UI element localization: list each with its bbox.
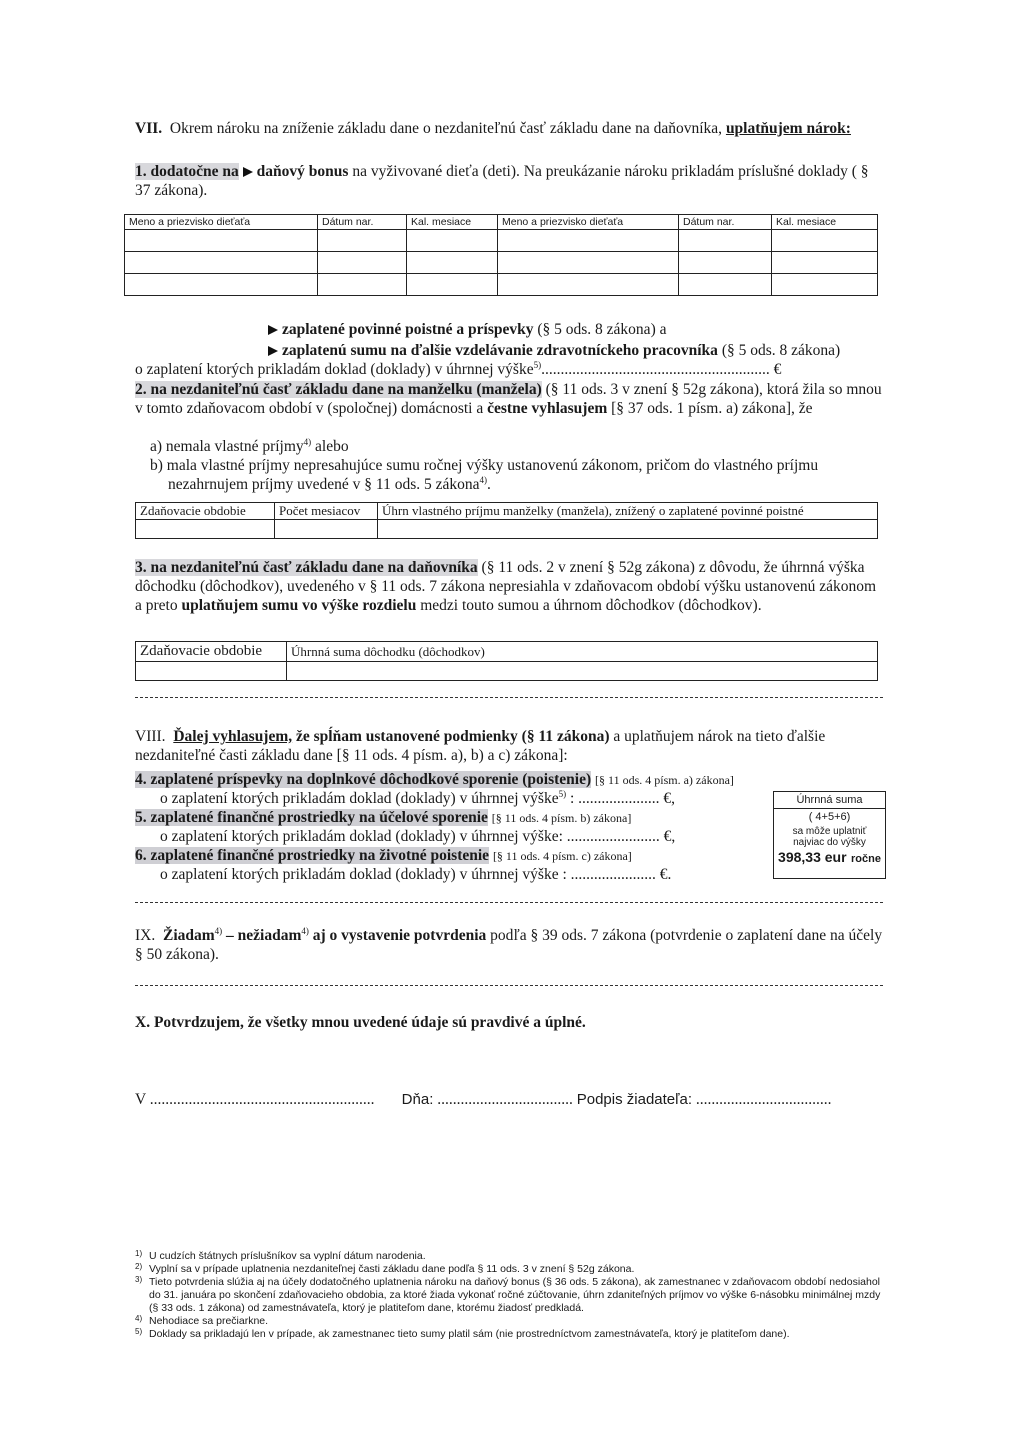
footnote-number: 3) [135,1275,143,1284]
option-a-end: alebo [315,438,349,455]
divider [135,902,883,903]
footnote [135,1276,885,1315]
table-cell[interactable] [275,520,378,539]
table-cell[interactable] [318,230,407,252]
section-10: X. Potvrdzujem, že všetky mnou uvedené údaje sú pravdivé a úplné. [135,1014,586,1031]
table-cell[interactable] [498,230,679,252]
table-cell[interactable] [679,252,772,274]
item-6-line [160,865,772,884]
col-header: Úhrn vlastného príjmu manželky (manžela), znížený o zaplatené povinné poistné [378,503,878,520]
option-a [150,437,883,456]
box-formula: ( 4+5+6) [808,811,851,823]
item-1-bold-2: bonus [308,163,349,180]
section-7-number: VII. [135,120,163,137]
amount-field[interactable]: ........................ €, [566,828,676,845]
spouse-table [135,502,878,539]
table-cell[interactable] [318,252,407,274]
footnote-text: Vyplní sa v prípade uplatnenia nezdaniteľnej časti základu dane podľa § 11 ods. 3 v znení § 52g zákona. [149,1263,635,1275]
place-label: V [135,1091,146,1108]
item-4-label: 4. zaplatené príspevky na doplnkové dôchodkové sporenie (poistenie) [135,771,592,788]
table-cell[interactable] [679,230,772,252]
table-cell[interactable] [772,230,878,252]
item-1-rest: na vyživované dieťa (deti). Na preukázanie nároku prikladám príslušné doklady ( § 37 zákona). [135,163,869,199]
amount-field[interactable]: : ..................... €, [569,790,676,807]
section-7-text: Okrem nároku na zníženie základu dane o nezdaniteľnú časť základu dane na daňovníka, [169,120,723,137]
item-1-label: 1. dodatočne na [135,163,239,180]
section-7-claim: uplatňujem nárok: [725,120,851,137]
section-9 [135,926,883,964]
table-cell[interactable] [407,252,498,274]
footnote-ref: 4) [479,474,487,485]
table-cell[interactable] [136,520,275,539]
pointer-icon [268,325,278,335]
item-5 [135,808,883,828]
col-header: Kal. mesiace [407,215,498,230]
section-8-number: VIII. [135,728,166,745]
item-3-body: (§ 11 ods. 2 v znení § 52g zákona) z dôvodu, že úhrnná výška dôchodku (dôchodkov), uvedeného v § 11 ods. 7 zákona nepresiahla v zdaňovacom období výšku ustanovenú zákonom a preto [135,559,877,614]
col-header: Meno a priezvisko dieťaťa [498,215,679,230]
item-6-ref: [§ 11 ods. 4 písm. c) zákona] [492,849,632,863]
table-cell[interactable] [125,274,318,296]
section-9-text: podľa § 39 ods. 7 zákona (potvrdenie o zaplatení dane na účely § 50 zákona). [135,927,883,963]
col-header: Kal. mesiace [772,215,878,230]
section-8-text: a uplatňujem nárok na tieto ďalšie nezdaniteľné časti základu dane [§ 11 ods. 4 písm. a), b) a c) zákona]: [135,728,826,764]
box-unit: ročne [850,853,881,865]
footnote [135,1250,885,1263]
table-cell[interactable] [772,274,878,296]
item-4-line [160,789,772,808]
footnote-ref: 4) [301,925,309,936]
col-header: Zdaňovacie obdobie [136,503,275,520]
col-header: Zdaňovacie obdobie [136,642,287,662]
item-5-ref: [§ 11 ods. 4 písm. b) zákona] [491,811,632,825]
footnote-text: Nehodiace sa prečiarkne. [149,1315,269,1327]
box-text-1: sa môže uplatniť [792,826,867,837]
item-2-label: 2. na nezdaniteľnú časť základu dane na manželku (manžela) [135,381,542,398]
item-3-end: medzi touto sumou a úhrnom dôchodkov (dôchodkov). [420,597,762,614]
col-header: Dátum nar. [679,215,772,230]
col-header: Dátum nar. [318,215,407,230]
table-cell[interactable] [407,274,498,296]
doklad-line [135,360,883,379]
table-cell[interactable] [378,520,878,539]
section-8-intro [135,727,883,765]
table-cell[interactable] [125,252,318,274]
item-3-label: 3. na nezdaniteľnú časť základu dane na daňovníka [135,559,478,576]
table-cell[interactable] [318,274,407,296]
amount-field[interactable]: ...................... €. [570,866,672,883]
footnote-text: U cudzích štátnych príslušníkov sa vyplní dátum narodenia. [149,1250,426,1262]
item-6-label: 6. zaplatené finančné prostriedky na životné poistenie [135,847,490,864]
footnote-number: 1) [135,1249,143,1258]
pension-table [135,641,878,681]
footnote [135,1315,885,1328]
place-field[interactable]: .......................................................... [149,1091,375,1108]
item-4-ref: [§ 11 ods. 4 písm. a) zákona] [595,773,734,787]
item-4 [135,770,883,790]
bullet-2 [268,341,883,360]
total-sum-box [773,791,886,879]
box-amount-row [774,849,885,867]
item-5-line-text: o zaplatení ktorých prikladám doklad (doklady) v úhrnnej výške: [160,828,563,845]
section-8-bold: že spĺňam ustanovené podmienky (§ 11 zákona) [296,728,610,745]
date-label: Dňa: [401,1091,434,1108]
item-4-line-text: o zaplatení ktorých prikladám doklad (doklady) v úhrnnej výške [160,790,559,807]
table-cell[interactable] [498,274,679,296]
item-5-label: 5. zaplatené finančné prostriedky na účelové sporenie [135,809,488,826]
pointer-icon [243,167,253,177]
footnote-ref: 5) [558,788,567,799]
signature-line [135,1090,883,1109]
footnote-ref: 5) [533,359,542,370]
table-cell[interactable] [407,230,498,252]
bullet-1-ref: (§ 5 ods. 8 zákona) a [537,321,667,338]
col-header: Počet mesiacov [275,503,378,520]
section-9-number: IX. [135,927,156,944]
table-cell[interactable] [772,252,878,274]
item-3-bold: uplatňujem sumu vo výške rozdielu [181,597,417,614]
item-2-ref: [§ 37 ods. 1 písm. a) zákona], že [611,400,813,417]
footnote-ref: 4) [214,925,223,936]
item-5-line [160,827,772,846]
doklad-text: o zaplatení ktorých prikladám doklad (doklady) v úhrnnej výške [135,361,534,378]
footnote [135,1263,885,1276]
bullet-2-label: zaplatenú sumu na ďalšie vzdelávanie zdravotníckeho pracovníka [282,342,718,359]
footnote-number: 4) [135,1314,143,1323]
date-field[interactable]: ................................... [437,1091,573,1108]
option-a-text: a) nemala vlastné príjmy [150,438,304,455]
section-9-bold: aj o vystavenie potvrdenia [312,927,487,944]
divider [135,697,883,698]
amount-field[interactable]: ........................................................... € [541,361,782,378]
box-amount: 398,33 eur [778,849,847,865]
option-b: b) mala vlastné príjmy nepresahujúce sumu ročnej výšky ustanovenú zákonom, pričom do vlastného príjmu nezahrnujem príjmy uvedené v § 11 ods. 5 zákona$^{4)}$. [150,457,819,493]
signature-field[interactable]: ................................... [695,1091,832,1108]
section-8-declare: Ďalej vyhlasujem, [173,728,293,745]
box-title: Úhrnná suma [774,794,885,809]
item-6-line-text: o zaplatení ktorých prikladám doklad (doklady) v úhrnnej výške : [160,866,567,883]
section-7-intro [135,119,883,138]
footnote [135,1328,885,1341]
box-text-2: najviac do výšky [793,837,866,848]
table-cell[interactable] [125,230,318,252]
table-cell[interactable] [287,662,878,681]
bullet-2-ref: (§ 5 ods. 8 zákona) [721,342,841,359]
decline-option[interactable]: – nežiadam [226,927,302,944]
item-3-text [135,558,883,615]
footnote-number: 2) [135,1262,143,1271]
col-header: Úhrnná suma dôchodku (dôchodkov) [287,642,878,662]
table-cell[interactable] [498,252,679,274]
item-1-bold-1: daňový [256,163,305,180]
item-1-text [135,162,883,200]
footnote-number: 5) [135,1327,143,1336]
table-cell[interactable] [679,274,772,296]
footnote-ref: 4) [303,436,312,447]
signature-label: Podpis žiadateľa: [576,1091,693,1108]
children-table [124,214,878,296]
bullet-1 [268,320,883,339]
col-header: Meno a priezvisko dieťaťa [125,215,318,230]
item-2-text [135,380,883,418]
item-6 [135,846,883,866]
footnote-text: Tieto potvrdenia slúžia aj na účely dodatočného uplatnenia nároku na daňový bonus (§ 36 ods. 5 zákona), ak zamestnanec v zdaňovacom období nedosiahol do 31. januára po skončení zdaňovacieho obdobia, za ktoré žiada vykonať ročné zúčtovanie, úhrn zdaniteľných príjmov vo výške 6-násobku minimálnej mzdy (§ 33 ods. 1 zákona) od zamestnávateľa, ktorý je platiteľom dane, ktorému žiadosť predkladá. [149,1276,881,1314]
divider [135,985,883,986]
table-cell[interactable] [136,662,287,681]
bullet-1-label: zaplatené povinné poistné a príspevky [282,321,534,338]
footnote-text: Doklady sa prikladajú len v prípade, ak zamestnanec tieto sumy platil sám (nie prostredníctvom zamestnávateľa, ktorý je platiteľom dane). [149,1328,790,1340]
pointer-icon [268,346,278,356]
footnotes [135,1250,885,1341]
item-2-body: (§ 11 ods. 3 v znení § 52g zákona), ktorá žila so mnou v tomto zdaňovacom období v (spoločnej) domácnosti a [135,381,882,417]
item-2-bold: čestne vyhlasujem [487,400,608,417]
option-b-text: b) mala vlastné príjmy nepresahujúce sumu ročnej výšky ustanovenú zákonom, pričom do vlastného príjmu nezahrnujem príjmy uvedené v § 11 ods. 5 zákona [150,457,819,493]
request-option[interactable]: Žiadam [162,927,215,944]
